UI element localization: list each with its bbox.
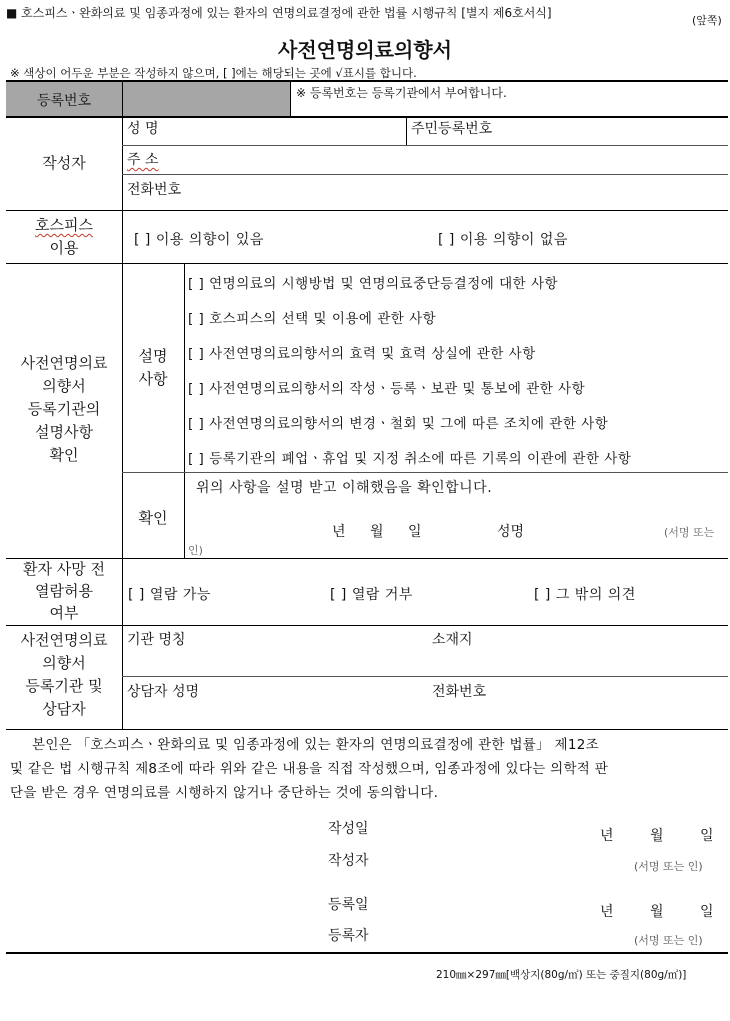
confirm-label: 확인 [138,509,168,527]
counselor-name-field[interactable]: 상담자 성명 [127,684,200,700]
write-date-label: 작성일 [328,821,369,837]
confirm-day[interactable]: 일 [408,524,422,540]
register-date-month[interactable]: 월 [650,904,664,920]
registration-note: ※ 등록번호는 등록기관에서 부여합니다. [296,86,507,100]
write-date-day[interactable]: 일 [700,828,714,844]
divider [122,118,123,210]
write-date-month[interactable]: 월 [650,828,664,844]
confirm-sign-label[interactable]: 성명 [497,524,525,540]
confirm-year[interactable]: 년 [332,524,346,540]
register-date-day[interactable]: 일 [700,904,714,920]
explanation-outer-label-line: 등록기관의 [27,400,101,418]
register-date-year[interactable]: 년 [600,904,614,920]
consent-statement-line2: 및 같은 법 시행규칙 제8조에 따라 위와 같은 내용을 직접 작성했으며, 임종과정에 있다는 의학적 판 [10,761,609,777]
consent-statement-line1: 본인은 「호스피스ㆍ완화의료 및 임종과정에 있는 환자의 연명의료결정에 관한 법률」 제12조 [32,737,599,753]
writer-name-field[interactable]: 성 명 [127,121,159,137]
explanation-item-checkbox[interactable]: [ ] 등록기관의 폐업ㆍ휴업 및 지정 취소에 따른 기록의 이관에 관한 사항 [188,451,632,467]
divider [6,625,728,626]
divider [406,118,407,145]
writer-address-label: 주 소 [127,152,159,168]
writer-phone-field[interactable]: 전화번호 [127,182,182,198]
divider [6,263,728,264]
confirm-month[interactable]: 월 [370,524,384,540]
explanation-inner-label-line: 사항 [138,370,168,388]
hospice-option-yes[interactable]: [ ] 이용 의향이 있음 [134,232,264,248]
explanation-item-checkbox[interactable]: [ ] 호스피스의 선택 및 이용에 관한 사항 [188,311,437,327]
page-side-label: (앞쪽) [692,14,722,27]
divider [122,210,123,263]
registrar-signature-field[interactable]: (서명 또는 인) [634,934,703,947]
confirm-sign-note-a: (서명 또는 [664,526,715,539]
writer-signature-field[interactable]: (서명 또는 인) [634,860,703,873]
registration-label: 등록번호 [36,93,92,109]
explanation-item-checkbox[interactable]: [ ] 사전연명의료의향서의 작성ㆍ등록ㆍ보관 및 통보에 관한 사항 [188,381,586,397]
paper-spec: 210㎜×297㎜[백상지(80g/㎡) 또는 중질지(80g/㎡)] [436,969,687,981]
form-instruction-note: ※ 색상이 어두운 부분은 작성하지 않으며, [ ]에는 해당되는 곳에 √표시를 합니다. [10,66,417,80]
explanation-item-checkbox[interactable]: [ ] 연명의료의 시행방법 및 연명의료중단등결정에 대한 사항 [188,276,559,292]
confirm-text: 위의 사항을 설명 받고 이해했음을 확인합니다. [196,480,493,496]
institution-label-line: 등록기관 및 [25,677,103,695]
register-date-label: 등록일 [328,897,369,913]
institution-location-field[interactable]: 소재지 [432,632,473,648]
form-title: 사전연명의료의향서 [278,38,452,62]
form-source-line: ■ 호스피스ㆍ완화의료 및 임종과정에 있는 환자의 연명의료결정에 관한 법률 시행규칙 [별지 제6호서식] [6,6,552,20]
explanation-outer-label-line: 사전연명의료 [20,354,108,372]
explanation-outer-label-line: 확인 [49,446,79,464]
explanation-inner-label [122,345,184,391]
explanation-outer-label-line: 의향서 [42,377,86,395]
hospice-label-line2: 이용 [49,239,79,257]
consent-statement-line3: 단을 받은 경우 연명의료를 시행하지 않거나 중단하는 것에 동의합니다. [10,785,439,801]
viewing-option-other[interactable]: [ ] 그 밖의 의견 [534,587,636,603]
explanation-outer-label [6,352,122,467]
registrar-signature-label: 등록자 [328,928,369,944]
explanation-inner-label-line: 설명 [138,347,168,365]
divider [122,174,728,175]
institution-label-line: 사전연명의료 [20,631,108,649]
divider [6,729,728,730]
institution-label [6,629,122,721]
explanation-item-checkbox[interactable]: [ ] 사전연명의료의향서의 변경ㆍ철회 및 그에 따른 조치에 관한 사항 [188,416,609,432]
explanation-outer-label-line: 설명사항 [35,423,93,441]
writer-section-label: 작성자 [42,154,86,172]
viewing-label-line: 여부 [49,604,79,622]
hospice-label-text: 호스피스 [35,216,93,234]
viewing-label-line: 열람허용 [35,582,93,600]
divider [122,145,728,146]
hospice-label-line1 [6,214,122,235]
divider [122,625,123,729]
divider [122,82,123,116]
writer-resident-no-field[interactable]: 주민등록번호 [411,121,493,137]
explanation-item-checkbox[interactable]: [ ] 사전연명의료의향서의 효력 및 효력 상실에 관한 사항 [188,346,536,362]
institution-name-field[interactable]: 기관 명칭 [127,632,186,648]
counselor-phone-field[interactable]: 전화번호 [432,684,487,700]
divider [122,472,728,473]
viewing-label-line: 환자 사망 전 [23,560,105,578]
institution-label-line: 상담자 [42,700,86,718]
divider [6,210,728,211]
writer-signature-label: 작성자 [328,853,369,869]
hospice-option-no[interactable]: [ ] 이용 의향이 없음 [438,232,568,248]
divider [122,558,123,625]
divider [6,116,728,118]
writer-address-field[interactable] [127,149,159,169]
divider [290,82,291,116]
divider [122,676,728,677]
write-date-year[interactable]: 년 [600,828,614,844]
confirm-sign-note-b: 인) [188,544,203,557]
table-bottom-border [6,952,728,954]
viewing-option-deny[interactable]: [ ] 열람 거부 [330,587,413,603]
institution-label-line: 의향서 [42,654,86,672]
viewing-option-allow[interactable]: [ ] 열람 가능 [128,587,211,603]
viewing-label [6,558,122,624]
divider [184,263,185,558]
registration-number-field[interactable] [123,82,290,116]
